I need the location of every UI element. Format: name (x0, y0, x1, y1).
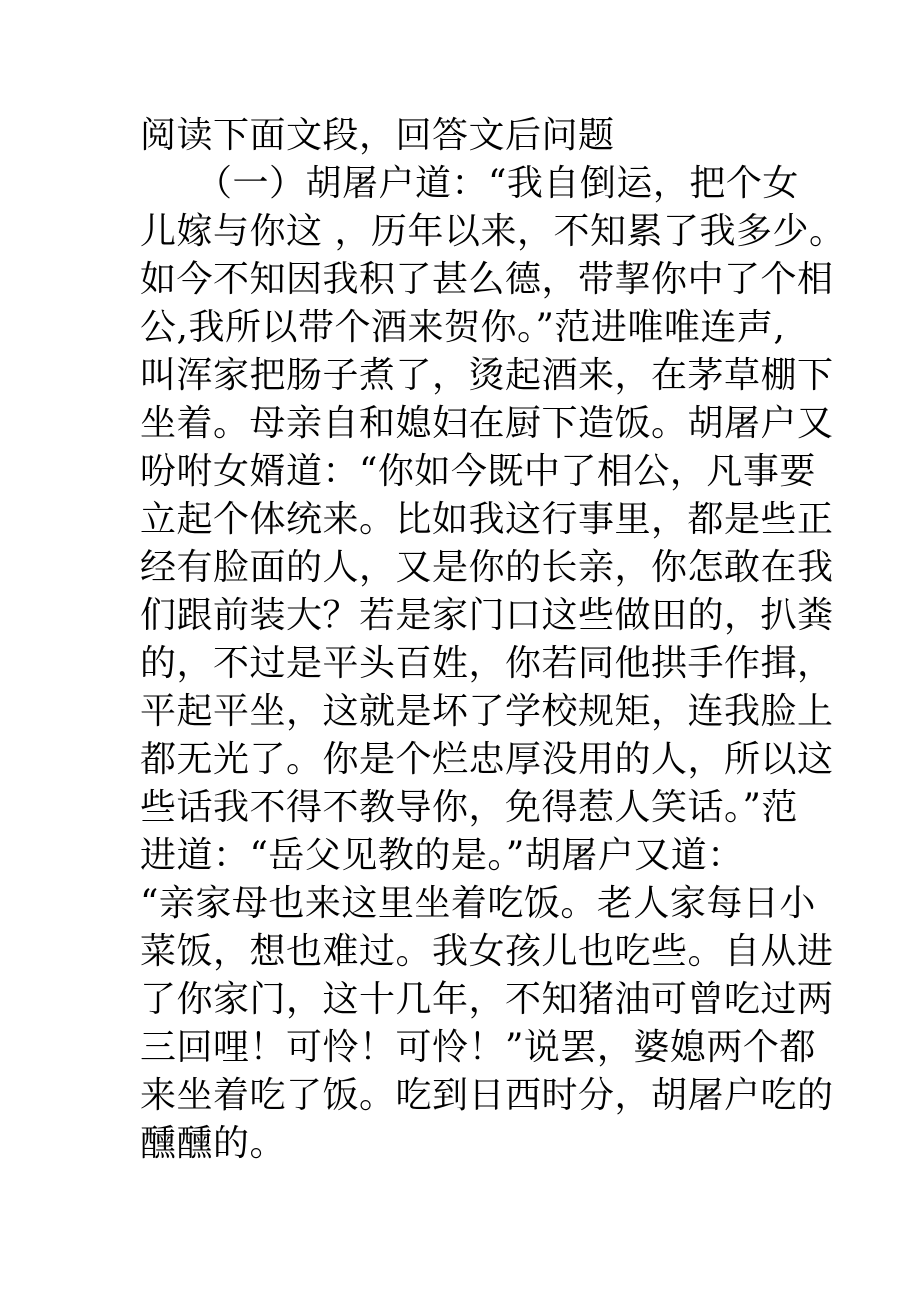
paragraph-line: 醺醺的。 (140, 1123, 287, 1164)
paragraph-line: 来坐着吃了饭。吃到日西时分，胡屠户吃的 (140, 1075, 834, 1116)
paragraph-line: 坐着。母亲自和媳妇在厨下造饭。胡屠户又 (140, 403, 834, 444)
paragraph-line: 如今不知因我积了甚么德，带挈你中了个相 (140, 259, 834, 300)
paragraph-line: 公,我所以带个酒来贺你。”范进唯唯连声, (140, 307, 786, 348)
paragraph-line: “亲家母也来这里坐着吃饭。老人家每日小 (140, 883, 816, 924)
paragraph-line: 叫浑家把肠子煮了，烫起酒来，在茅草棚下 (140, 355, 834, 396)
paragraph-line: 些话我不得不教导你，免得惹人笑话。”范 (140, 787, 798, 828)
paragraph-line: 立起个体统来。比如我这行事里，都是些正 (140, 499, 834, 540)
paragraph-line: 三回哩！可怜！可怜！”说罢，婆媳两个都 (140, 1027, 816, 1068)
paragraph-line: 的，不过是平头百姓，你若同他拱手作揖， (140, 643, 834, 684)
paragraph-line: 了你家门，这十几年，不知猪油可曾吃过两 (140, 979, 834, 1020)
paragraph-line: 都无光了。你是个烂忠厚没用的人，所以这 (140, 739, 834, 780)
paragraph-line: 菜饭，想也难过。我女孩儿也吃些。自从进 (140, 931, 834, 972)
paragraph-line: （一）胡屠户道：“我自倒运，把个女 (196, 163, 799, 204)
document-heading: 阅读下面文段，回答文后问题 (140, 115, 615, 156)
paragraph-line: 平起平坐，这就是坏了学校规矩，连我脸上 (140, 691, 834, 732)
paragraph-line: 们跟前装大？若是家门口这些做田的，扒粪 (140, 595, 834, 636)
paragraph-line: 儿嫁与你这 ，历年以来，不知累了我多少。 (140, 211, 846, 252)
paragraph-line: 吩咐女婿道：“你如今既中了相公，凡事要 (140, 451, 816, 492)
paragraph-line: 经有脸面的人，又是你的长亲，你怎敢在我 (140, 547, 834, 588)
paragraph-line: 进道：“岳父见教的是。”胡屠户又道： (140, 835, 744, 876)
